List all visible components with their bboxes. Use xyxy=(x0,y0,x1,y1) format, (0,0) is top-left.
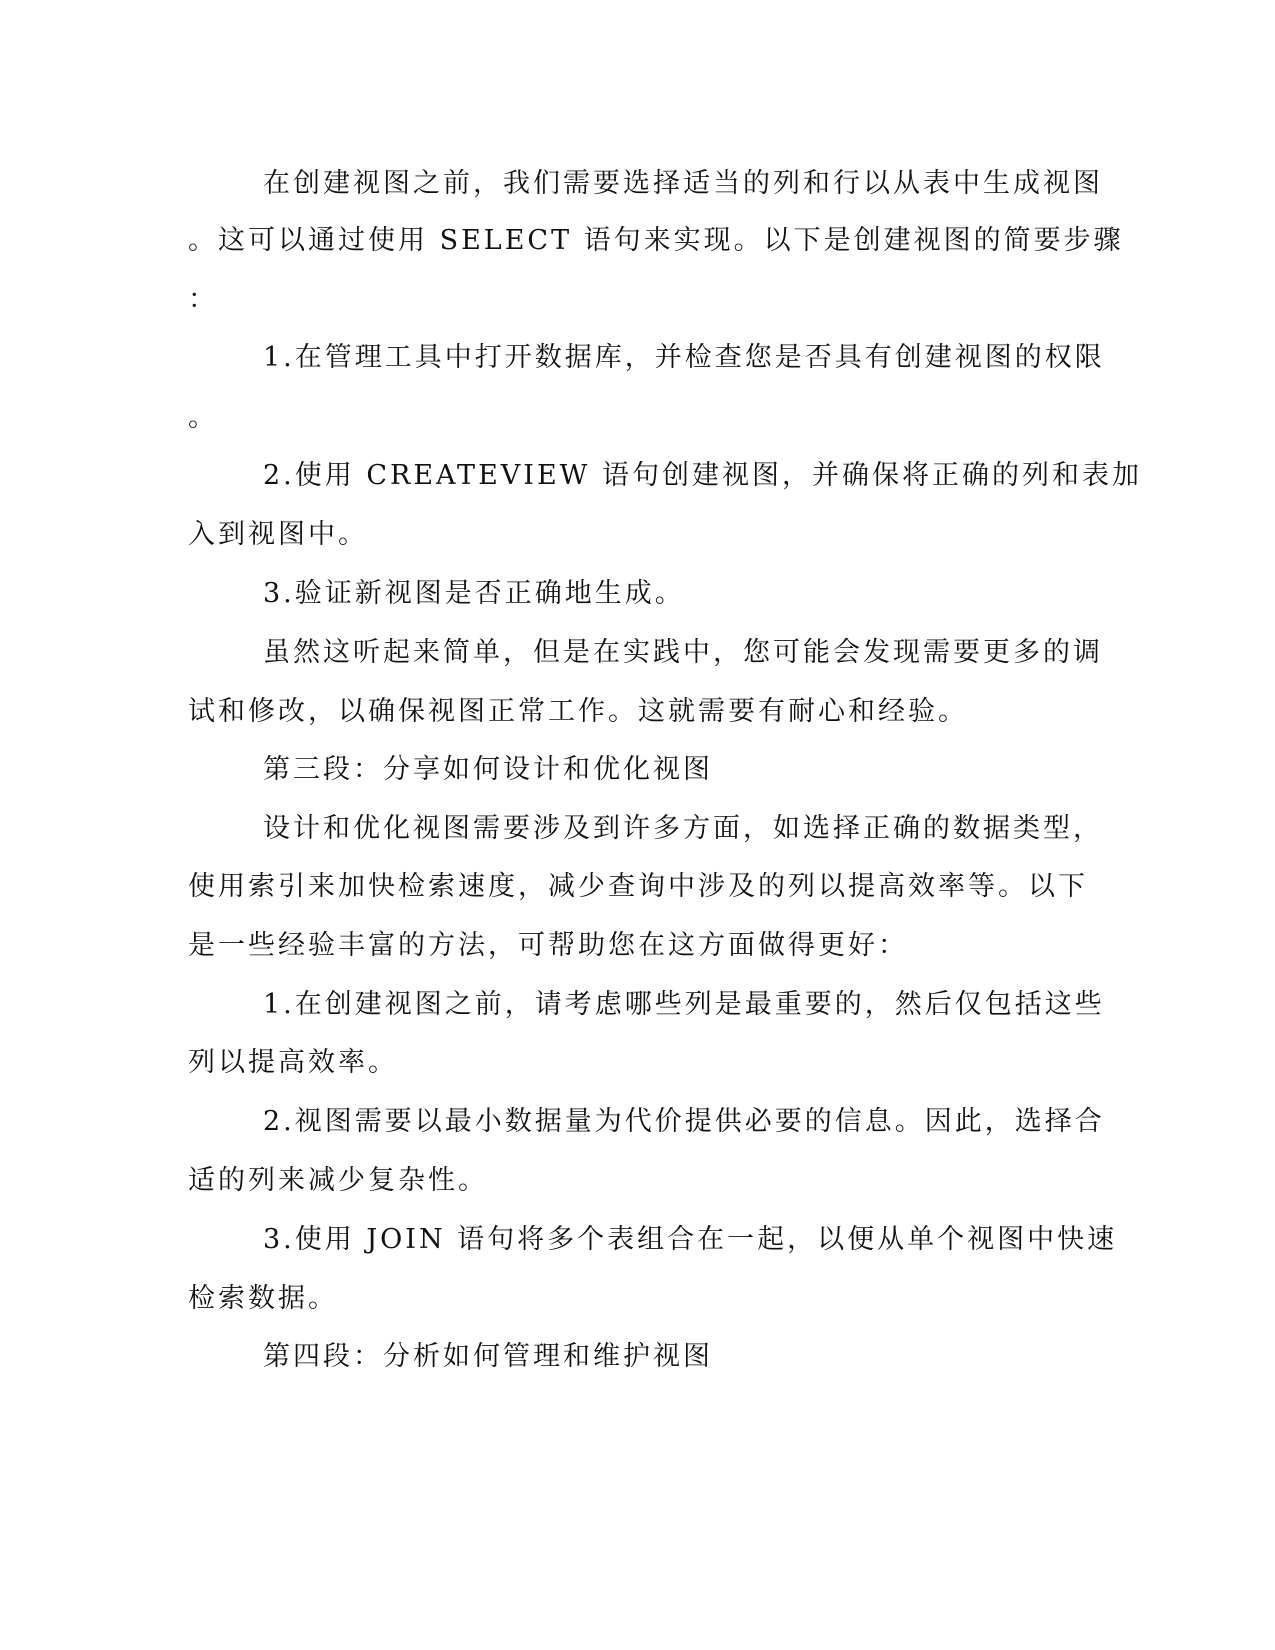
text-line: 使用索引来加快检索速度，减少查询中涉及的列以提高效率等。以下 xyxy=(188,871,1088,902)
text-line: 试和修改，以确保视图正常工作。这就需要有耐心和经验。 xyxy=(188,696,968,727)
text-line: 适的列来减少复杂性。 xyxy=(188,1165,488,1196)
section-heading: 第三段：分享如何设计和优化视图 xyxy=(263,754,713,785)
section-heading: 第四段：分析如何管理和维护视图 xyxy=(263,1341,713,1372)
text-line: 设计和优化视图需要涉及到许多方面，如选择正确的数据类型， xyxy=(263,813,1103,844)
text-line: 在创建视图之前，我们需要选择适当的列和行以从表中生成视图 xyxy=(263,168,1103,199)
text-line: 3.使用 JOIN 语句将多个表组合在一起，以便从单个视图中快速 xyxy=(263,1224,1118,1255)
text-line: 。这可以通过使用 SELECT 语句来实现。以下是创建视图的简要步骤 xyxy=(188,225,1124,256)
text-line: 2.视图需要以最小数据量为代价提供必要的信息。因此，选择合 xyxy=(263,1106,1105,1137)
text-line: 2.使用 CREATEVIEW 语句创建视图，并确保将正确的列和表加 xyxy=(263,460,1142,491)
text-line: 。 xyxy=(188,402,218,433)
text-line: 入到视图中。 xyxy=(188,519,368,550)
text-line: 是一些经验丰富的方法，可帮助您在这方面做得更好： xyxy=(188,930,908,961)
text-line: ： xyxy=(188,284,218,315)
text-line: 1.在创建视图之前，请考虑哪些列是最重要的，然后仅包括这些 xyxy=(263,989,1105,1020)
text-line: 列以提高效率。 xyxy=(188,1047,398,1078)
text-line: 虽然这听起来简单，但是在实践中，您可能会发现需要更多的调 xyxy=(263,637,1103,668)
text-line: 3.验证新视图是否正确地生成。 xyxy=(263,578,685,609)
text-line: 1.在管理工具中打开数据库，并检查您是否具有创建视图的权限 xyxy=(263,342,1105,373)
text-line: 检索数据。 xyxy=(188,1283,338,1314)
